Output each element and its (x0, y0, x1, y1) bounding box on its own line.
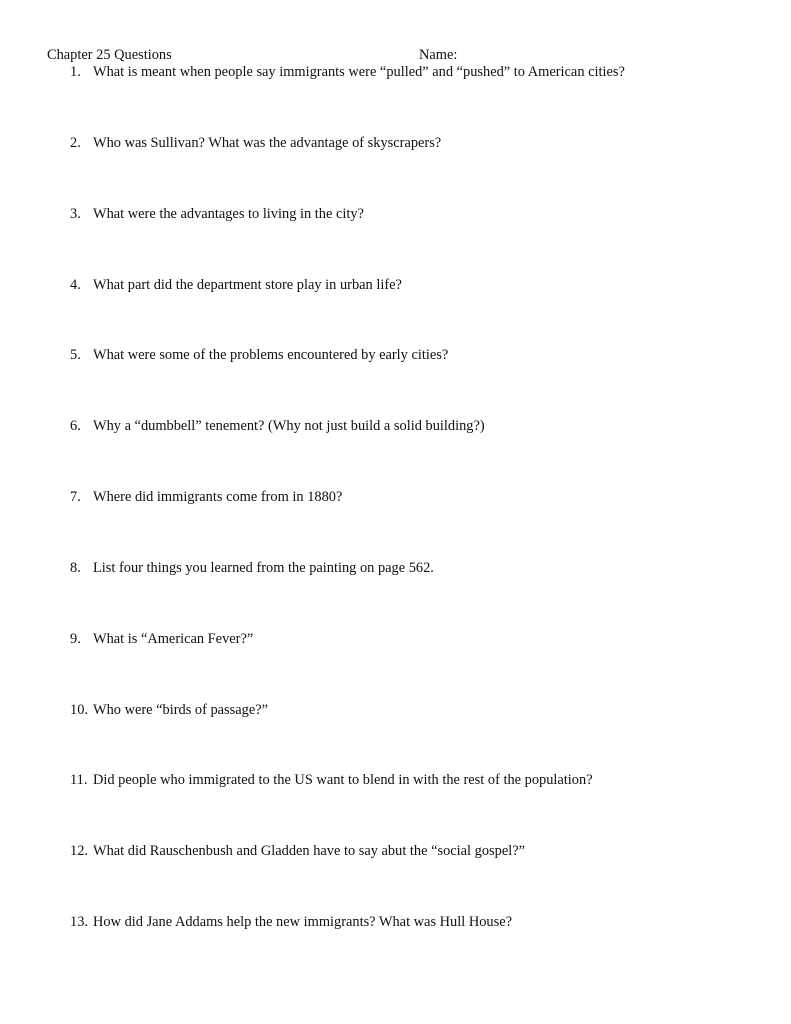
question-item (70, 772, 760, 789)
page-title: Chapter 25 Questions (47, 47, 172, 63)
question-item (70, 489, 760, 506)
question-number: 1. (70, 64, 81, 80)
question-item (70, 914, 760, 931)
question-text: What were some of the problems encountered by early cities? (93, 347, 449, 363)
question-item (70, 843, 760, 860)
question-item (70, 206, 760, 223)
question-number: 11. (70, 772, 88, 788)
question-text: Where did immigrants come from in 1880? (93, 489, 343, 505)
question-text: What were the advantages to living in the city? (93, 206, 364, 222)
question-number: 8. (70, 560, 81, 576)
question-item (70, 631, 760, 648)
question-number: 2. (70, 135, 81, 151)
question-text: What did Rauschenbush and Gladden have to say abut the “social gospel?” (93, 843, 525, 859)
question-number: 9. (70, 631, 81, 647)
question-text: List four things you learned from the painting on page 562. (93, 560, 434, 576)
question-number: 4. (70, 277, 81, 293)
question-item (70, 347, 760, 364)
question-text: What is meant when people say immigrants were “pulled” and “pushed” to American cities? (93, 64, 625, 80)
question-text: Did people who immigrated to the US want to blend in with the rest of the population? (93, 772, 593, 788)
name-label: Name: (419, 47, 458, 63)
question-number: 6. (70, 418, 81, 434)
question-text: How did Jane Addams help the new immigrants? What was Hull House? (93, 914, 512, 930)
question-number: 5. (70, 347, 81, 363)
question-item (70, 702, 760, 719)
question-text: Who was Sullivan? What was the advantage of skyscrapers? (93, 135, 442, 151)
question-item (70, 277, 760, 294)
question-text: What is “American Fever?” (93, 631, 254, 647)
question-number: 7. (70, 489, 81, 505)
question-number: 12. (70, 843, 88, 859)
question-text: What part did the department store play in urban life? (93, 277, 402, 293)
question-item (70, 560, 760, 577)
question-number: 10. (70, 702, 88, 718)
question-number: 13. (70, 914, 88, 930)
question-item (70, 135, 760, 152)
question-number: 3. (70, 206, 81, 222)
question-item (70, 64, 760, 81)
question-text: Who were “birds of passage?” (93, 702, 269, 718)
question-item (70, 418, 760, 435)
question-text: Why a “dumbbell” tenement? (Why not just build a solid building?) (93, 418, 485, 434)
